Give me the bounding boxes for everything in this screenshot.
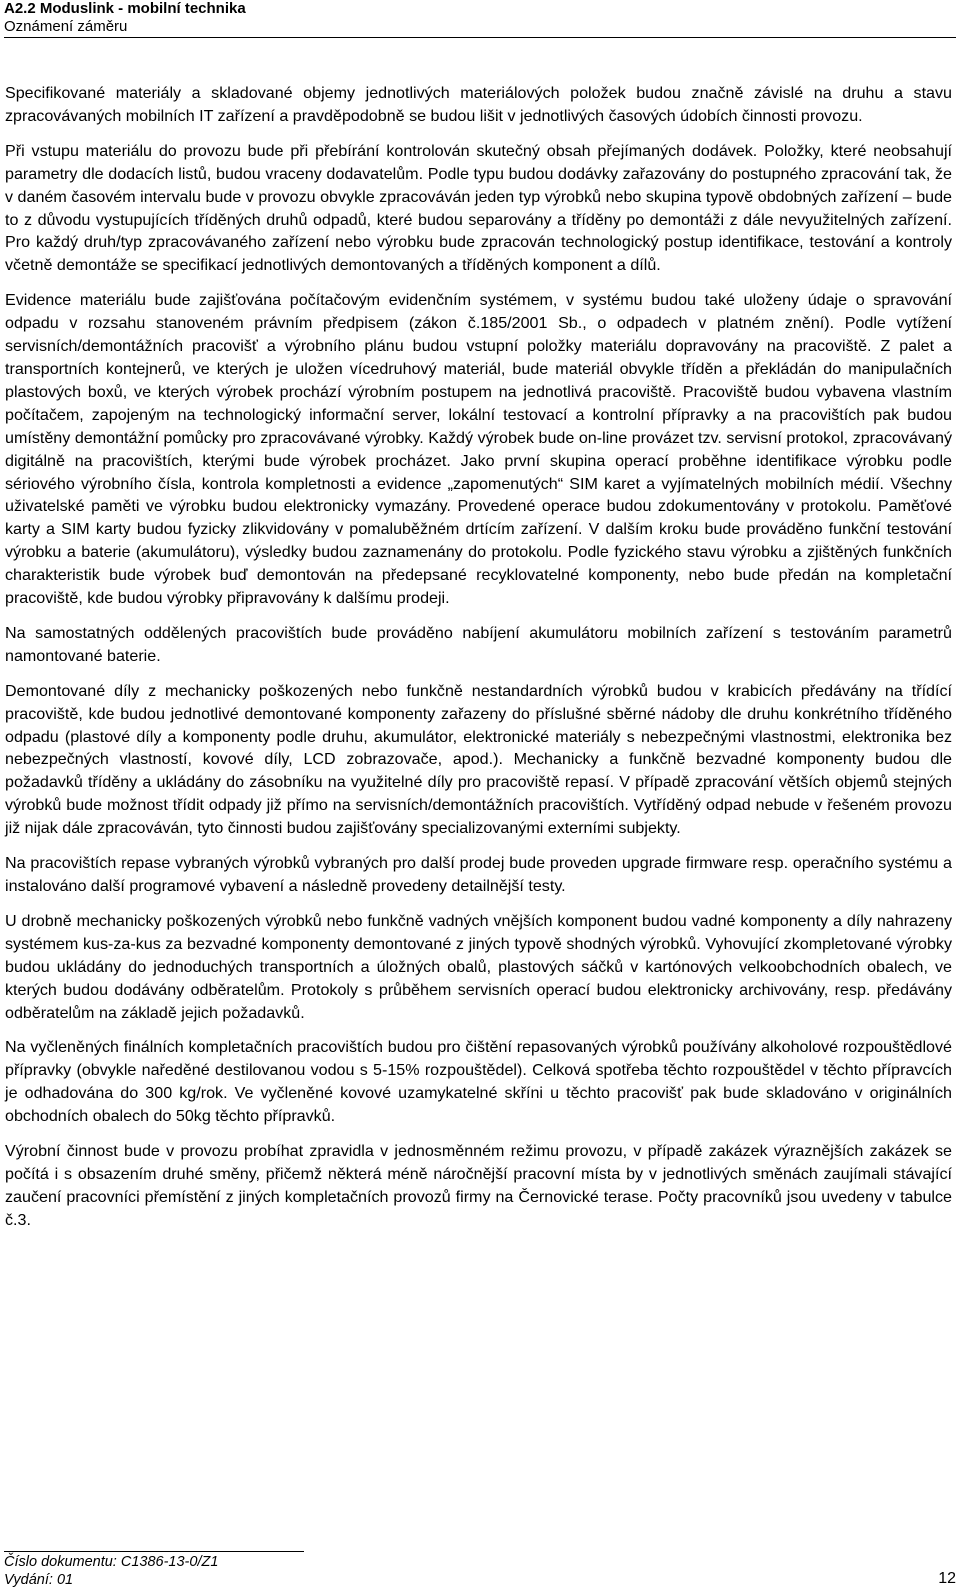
page-number: 12 [938,1570,956,1587]
header-divider [4,37,956,38]
page-header [4,0,956,36]
paragraph-cleaning-agents: Na vyčleněných finálních kompletačních pracovištích budou pro čištění repasovaných výrobků používány alkoholové rozpouštědlové přípravky (obvykle naředěné destilovanou vodou s 5-15% rozpouštědel). Celková spotřeba těchto rozpouštědel v těchto přípravcích je odhadována do 300 kg/rok. Ve vyčleněné kovové uzamykatelné skříni u těchto pracovišť pak bude skladováno v originálních obchodních obalech do 50kg těchto přípravků. [5,1038,952,1126]
paragraph-component-replacement: U drobně mechanicky poškozených výrobků nebo funkčně vadných vnějších komponent budou vadné komponenty a díly nahrazeny systémem kus-za-kus za bezvadné komponenty demontované z jiných typově shodných výrobků. Vyhovující zkompletované výrobky budou ukládány do jednoduchých transportních a úložných obalů, plastových sáčků v kartónových velkoobchodních obalech, ve kterých budou dodávány odběratelům. Protokoly s průběhem servisních operací budou elektronicky archivovány, resp. předávány odběratelům na základě jejich požadavků. [5,911,952,1022]
paragraph-material-intake: Při vstupu materiálu do provozu bude při přebírání kontrolován skutečný obsah přejímaných dodávek. Položky, které neobsahují parametry dle dodacích listů, budou vraceny dodavatelům. Podle typu budou dodávky zařazovány do postupného zpracování tak, že v daném časovém intervalu bude v provozu obvykle zpracováván jeden typ výrobků nebo skupina typově obdobných zařízení – bude to z důvodu vystupujících tříděných druhů odpadů, které budou separovány a tříděny po demontáži z dále nevyužitelných zařízení. Pro každý druh/typ zpracovávaného zařízení nebo výrobku bude zpracován technologický postup identifikace, testování a kontroly včetně demontáže se specifikací jednotlivých demontovaných a tříděných komponent a dílů. [5,141,952,275]
paragraph-shift-operation: Výrobní činnost bude v provozu probíhat zpravidla v jednosměnném režimu provozu, v případě zakázek výraznějších zakázek se počítá i s obsazením druhé směny, přičemž některá méně náročnější pracovní místa by v jednotlivých směnách zaujímali stávající zaučení pracovníci přemístění z jiných kompletačních provozů firmy na Černovické terase. Počty pracovníků jsou uvedeny v tabulce č.3. [5,1142,952,1229]
paragraph-materials: Specifikované materiály a skladované objemy jednotlivých materiálových položek budou značně závislé na druhu a stavu zpracovávaných mobilních IT zařízení a pravděpodobně se budou lišit v jednotlivých časových údobích činnosti provozu. [5,84,952,125]
document-number: Číslo dokumentu: C1386-13-0/Z1 [4,1554,219,1570]
document-section-title: A2.2 Moduslink - mobilní technika [4,0,246,17]
paragraph-battery-charging: Na samostatných oddělených pracovištích bude prováděno nabíjení akumulátoru mobilních zařízení s testováním parametrů namontované baterie. [5,623,952,665]
document-body [5,82,952,1244]
paragraph-material-evidence: Evidence materiálu bude zajišťována počítačovým evidenčním systémem, v systému budou také uloženy údaje o spravování odpadu v rozsahu stanoveném právním předpisem (zákon č.185/2001 Sb., o odpadech v platném znění). Podle vytížení servisních/demontážních pracovišť a výrobního plánu budou vstupní položky materiálu dopravovány na pracoviště. Z palet a transportních kontejnerů, ve kterých je uložen vícedruhový materiál, bude materiál obvykle tříděn a překládán do manipulačních plastových boxů, ve kterých výrobek prochází výrobním postupem na jednotlivá pracoviště. Pracoviště budou vybavena vlastním počítačem, zapojeným na technologický informační server, lokální testovací a kontrolní přípravky a na pracovištích pak budou umístěny demontážní pomůcky pro zpracovávané výrobky. Každý výrobek bude on-line provázet tzv. servisní protokol, zpracovávaný digitálně na pracovištích, kterými bude výrobek procházet. Jako první skupina operací proběhne identifikace výrobku podle sériového výrobního čísla, kontrola kompletnosti a evidence „zapomenutých“ SIM karet a vyjímatelných mobilních médií. Všechny uživatelské paměti ve výrobku budou elektronicky vymazány. Provedené operace budou zdokumentovány v protokolu. Paměťové karty a SIM karty budou fyzicky zlikvidovány v pomaluběžném drtícím zařízení. V dalším kroku bude prováděno funkční testování výrobku a baterie (akumulátoru), výsledky budou zaznamenány do protokolu. Podle fyzického stavu výrobku a zjištěných funkčních charakteristik bude výrobek buď demontován na předepsané recyklovatelné komponenty, nebo bude předán na kompletační pracoviště, kde budou výrobky připravovány k dalšímu prodeji. [5,291,952,608]
paragraph-dismantled-parts: Demontované díly z mechanicky poškozených nebo funkčně nestandardních výrobků budou v krabicích předávány na třídící pracoviště, kde budou jednotlivé demontované komponenty zařazeny do příslušné sběrné nádoby dle druhu konkrétního tříděného odpadu (plastové díly a komponenty podle druhu, akumulátor, elektronické materiály s nebezpečnými vlastnostmi, elektronika bez nebezpečných vlastností, kovové díly, LCD zobrazovače, apod.). Mechanicky a funkčně bezvadné komponenty budou dle požadavků tříděny a ukládány do zásobníku na využitelné díly pro pracoviště repasí. V případě zpracování větších objemů stejných výrobků bude možnost třídit odpady již přímo na servisních/demontážních pracovištích. Vytříděný odpad nebude v řešeném provozu již nijak dále zpracováván, tyto činnosti budou zajišťovány specializovanými externími subjekty. [5,681,952,838]
document-subtitle: Oznámení záměru [4,18,128,35]
paragraph-refurbishment: Na pracovištích repase vybraných výrobků vybraných pro další prodej bude proveden upgrade firmware resp. operačního systému a instalováno další programové vybavení a následně provedeny detailnější testy. [5,854,952,895]
footer-divider [4,1551,304,1552]
issue-number: Vydání: 01 [4,1572,74,1588]
